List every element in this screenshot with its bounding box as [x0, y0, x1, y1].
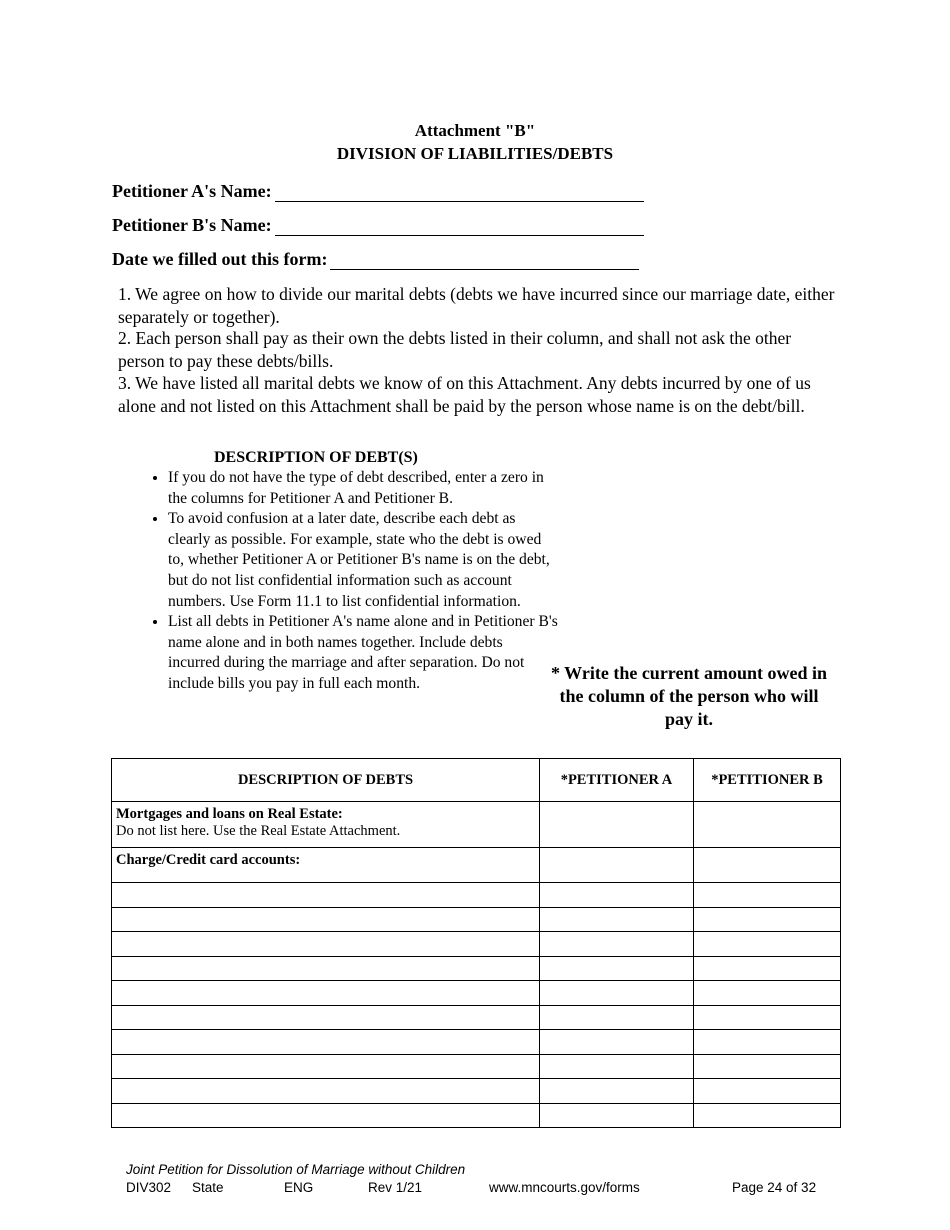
table-row [112, 1005, 841, 1030]
table-row [112, 1079, 841, 1104]
debt-description-cell[interactable] [112, 1079, 540, 1104]
debt-description-cell[interactable] [112, 1054, 540, 1079]
debt-description-cell[interactable] [112, 883, 540, 908]
table-row [112, 956, 841, 981]
debt-petitioner-a-cell[interactable] [540, 956, 694, 981]
debt-petitioner-a-cell[interactable] [540, 1054, 694, 1079]
debt-petitioner-a-cell[interactable] [540, 932, 694, 957]
petitioner-a-name-field [112, 181, 644, 202]
mortgage-petitioner-b-cell[interactable] [694, 802, 841, 848]
debt-petitioner-b-cell[interactable] [694, 932, 841, 957]
agreement-paragraph-3: 3. We have listed all marital debts we know of on this Attachment. Any debts incurred by one of us alone and not listed on this Attachment shall be paid by the person whose name is on the debt/bill. [118, 373, 811, 416]
table-row [112, 907, 841, 932]
attachment-label: Attachment "B" [414, 121, 536, 140]
footer-form-id: DIV302 [126, 1180, 172, 1195]
debt-petitioner-a-cell[interactable] [540, 1005, 694, 1030]
debt-petitioner-b-cell[interactable] [694, 1030, 841, 1055]
footer-jurisdiction: State [192, 1180, 224, 1195]
debt-description-cell[interactable] [112, 1030, 540, 1055]
debt-petitioner-a-cell[interactable] [540, 883, 694, 908]
credit-description-cell [112, 848, 540, 883]
date-filled-input[interactable] [330, 251, 639, 270]
date-filled-field [112, 249, 639, 270]
debt-petitioner-a-cell[interactable] [540, 907, 694, 932]
debt-petitioner-b-cell[interactable] [694, 1054, 841, 1079]
table-row [112, 981, 841, 1006]
mortgage-petitioner-a-cell[interactable] [540, 802, 694, 848]
debts-table [111, 758, 841, 1128]
agreement-paragraph-2: 2. Each person shall pay as their own the debts listed in their column, and shall not ask the other person to pay these debts/bills. [118, 328, 792, 371]
debt-description-cell[interactable] [112, 981, 540, 1006]
petitioner-a-name-input[interactable] [275, 183, 644, 202]
column-header-petitioner-b: *PETITIONER B [694, 759, 841, 802]
footer-page-number: Page 24 of 32 [732, 1180, 817, 1195]
mortgage-note: Do not list here. Use the Real Estate Attachment. [116, 823, 401, 839]
debt-petitioner-a-cell[interactable] [540, 1030, 694, 1055]
table-row [112, 1054, 841, 1079]
description-heading: DESCRIPTION OF DEBT(S) [214, 449, 418, 466]
description-bullet: • To avoid confusion at a later date, describe each debt as clearly as possible. For example, state who the debt is owed to, whether Petitioner A or Petitioner B's name is on the debt, but do not list confidential information such as account numbers. Use Form 11.1 to list confidential information. [168, 509, 558, 612]
column-header-description: DESCRIPTION OF DEBTS [112, 759, 540, 802]
petitioner-b-name-field [112, 215, 644, 236]
amount-note: * Write the current amount owed in the column of the person who will pay it. [551, 663, 827, 729]
debt-petitioner-b-cell[interactable] [694, 1079, 841, 1104]
column-header-petitioner-a: *PETITIONER A [540, 759, 694, 802]
footer-url: www.mncourts.gov/forms [489, 1180, 640, 1195]
page-title: DIVISION OF LIABILITIES/DEBTS [336, 144, 614, 163]
credit-petitioner-b-cell[interactable] [694, 848, 841, 883]
petitioner-a-name-label: Petitioner A's Name: [112, 181, 272, 201]
debt-description-cell[interactable] [112, 1103, 540, 1128]
footer-form-title: Joint Petition for Dissolution of Marriage without Children [126, 1162, 466, 1177]
table-row [112, 1103, 841, 1128]
agreement-paragraph-1: 1. We agree on how to divide our marital debts (debts we have incurred since our marriage date, either separately or together). [118, 284, 835, 327]
table-header-row [112, 759, 841, 802]
date-filled-label: Date we filled out this form: [112, 249, 328, 269]
debt-petitioner-b-cell[interactable] [694, 883, 841, 908]
debt-petitioner-b-cell[interactable] [694, 1103, 841, 1128]
debt-petitioner-b-cell[interactable] [694, 981, 841, 1006]
petitioner-b-name-input[interactable] [275, 217, 644, 236]
debt-petitioner-b-cell[interactable] [694, 907, 841, 932]
debt-petitioner-b-cell[interactable] [694, 1005, 841, 1030]
description-bullet: • If you do not have the type of debt described, enter a zero in the columns for Petitioner A and Petitioner B. [168, 468, 558, 509]
debt-petitioner-b-cell[interactable] [694, 956, 841, 981]
table-row [112, 883, 841, 908]
table-row [112, 932, 841, 957]
petitioner-b-name-label: Petitioner B's Name: [112, 215, 272, 235]
description-bullet: • List all debts in Petitioner A's name alone and in Petitioner B's name alone and in both names together. Include debts incurred during the marriage and after separation. Do not include bills you pay in full each month. [168, 612, 558, 694]
table-row [112, 1030, 841, 1055]
debt-petitioner-a-cell[interactable] [540, 1079, 694, 1104]
debt-description-cell[interactable] [112, 1005, 540, 1030]
mortgage-title: Mortgages and loans on Real Estate: [116, 806, 343, 822]
debt-description-cell[interactable] [112, 932, 540, 957]
credit-title: Charge/Credit card accounts: [116, 852, 301, 868]
debt-description-cell[interactable] [112, 907, 540, 932]
debt-petitioner-a-cell[interactable] [540, 981, 694, 1006]
footer-revision: Rev 1/21 [368, 1180, 423, 1195]
mortgage-description-cell [112, 802, 540, 848]
description-bullets [148, 468, 558, 695]
credit-petitioner-a-cell[interactable] [540, 848, 694, 883]
debt-petitioner-a-cell[interactable] [540, 1103, 694, 1128]
footer-language: ENG [284, 1180, 314, 1195]
table-row-mortgages [112, 802, 841, 848]
table-row-credit-cards [112, 848, 841, 883]
debt-description-cell[interactable] [112, 956, 540, 981]
